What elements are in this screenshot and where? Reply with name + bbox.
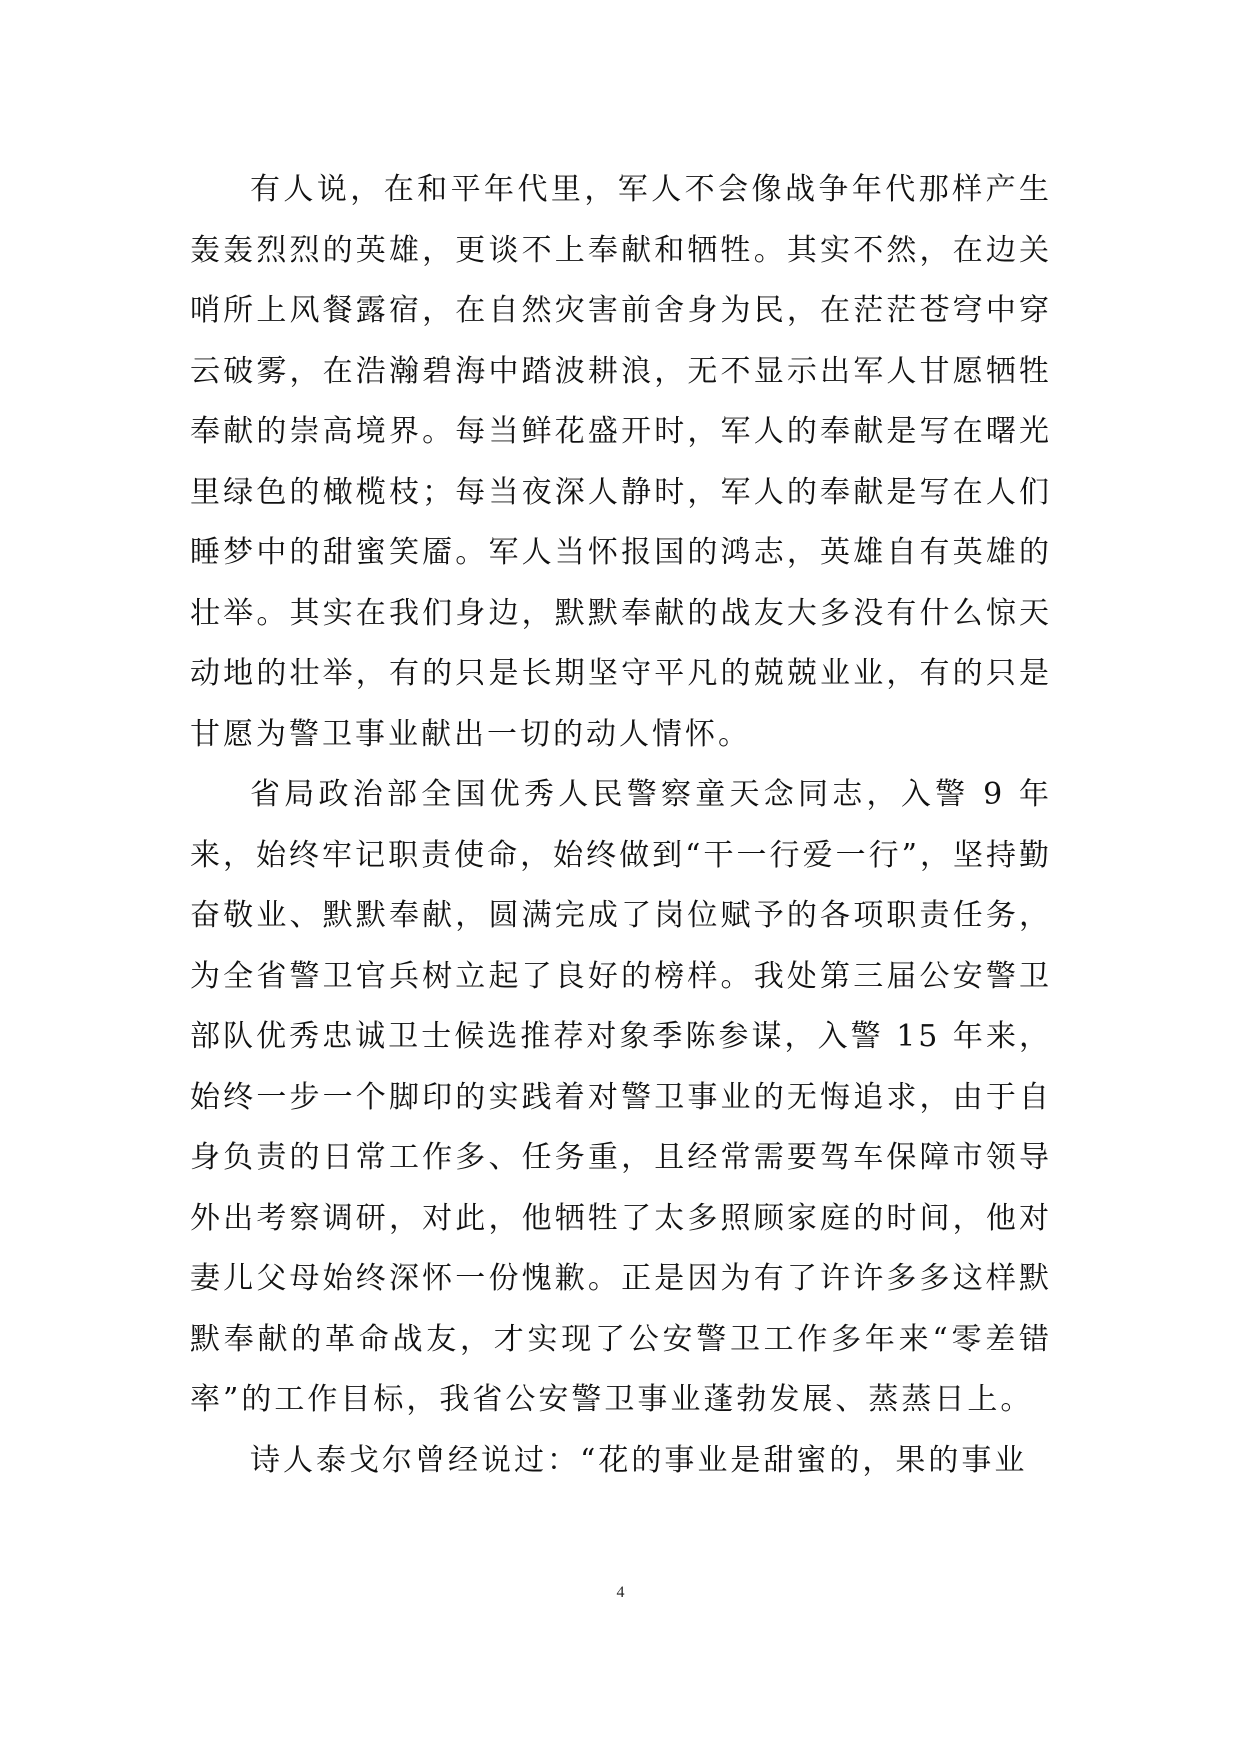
paragraph-examples: 省局政治部全国优秀人民警察童天念同志，入警 9 年来，始终牢记职责使命，始终做到“干一行爱一行”，坚持勤奋敬业、默默奉献，圆满完成了岗位赋予的各项职责任务，为全省警卫官兵树立起了良好的榜样。我处第三届公安警卫部队优秀忠诚卫士候选推荐对象季陈参谋，入警 15 年来，始终一步一个脚印的实践着对警卫事业的无悔追求，由于自身负责的日常工作多、任务重，且经常需要驾车保障市领导外出考察调研，对此，他牺牲了太多照顾家庭的时间，他对妻儿父母始终深怀一份愧歉。正是因为有了许许多多这样默默奉献的革命战友，才实现了公安警卫工作多年来“零差错率”的工作目标，我省公安警卫事业蓬勃发展、蒸蒸日上。 [190,777,1052,1417]
paragraph-sacrifice: 有人说，在和平年代里，军人不会像战争年代那样产生轰轰烈烈的英雄，更谈不上奉献和牺牲。其实不然，在边关哨所上风餐露宿，在自然灾害前舍身为民，在茫茫苍穹中穿云破雾，在浩瀚碧海中踏波耕浪，无不显示出军人甘愿牺牲奉献的崇高境界。每当鲜花盛开时，军人的奉献是写在曙光里绿色的橄榄枝；每当夜深人静时，军人的奉献是写在人们睡梦中的甜蜜笑靥。军人当怀报国的鸿志，英雄自有英雄的壮举。其实在我们身边，默默奉献的战友大多没有什么惊天动地的壮举，有的只是长期坚守平凡的兢兢业业，有的只是甘愿为警卫事业献出一切的动人情怀。 [190,172,1052,752]
paragraph-tagore-quote: 诗人泰戈尔曾经说过：“花的事业是甜蜜的，果的事业 [250,1442,1028,1478]
page-number: 4 [616,1584,625,1601]
body-text [190,160,1052,1491]
